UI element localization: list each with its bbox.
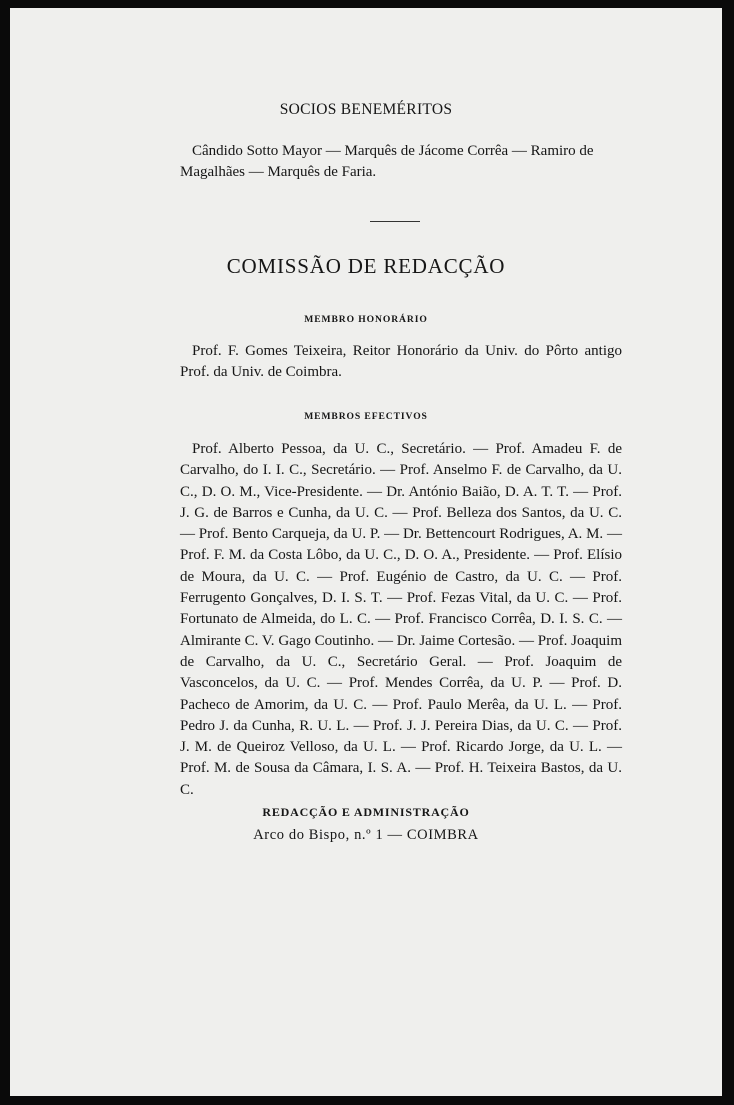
socios-text: Cândido Sotto Mayor — Marquês de Jácome Corrêa — Ramiro de Magalhães — Marquês de Faria. — [180, 143, 594, 180]
membro-honorario-heading: MEMBRO HONORÁRIO — [304, 314, 428, 325]
comissao-title: COMISSÃO DE REDACÇÃO — [226, 254, 506, 278]
socios-heading: SOCIOS BENEMÉRITOS — [279, 101, 453, 118]
membros-efectivos-heading: MEMBROS EFECTIVOS — [304, 411, 428, 422]
document-page — [10, 8, 722, 1096]
address-line: Arco do Bispo, n.º 1 — COIMBRA — [253, 827, 479, 843]
membro-honorario-text: Prof. F. Gomes Teixeira, Reitor Honorário da Univ. do Pôrto antigo Prof. da Univ. de Coimbra. — [180, 343, 622, 380]
membros-efectivos-text: Prof. Alberto Pessoa, da U. C., Secretário. — Prof. Amadeu F. de Carvalho, do I. I. C., Secretário. — Prof. Anselmo F. de Carvalho, da U. C., D. O. M., Vice-Presidente. — Dr. António Baião, D. A. T. T. — Prof. J. G. de Barros e Cunha, da U. C. — Prof. Belleza dos Santos, da U. C. — Prof. Bento Carqueja, da U. P. — Dr. Bettencourt Rodrigues, A. M. — Prof. F. M. da Costa Lôbo, da U. C., D. O. A., Presidente. — Prof. Elísio de Moura, da U. C. — Prof. Eugénio de Castro, da U. C. — Prof. Ferrugento Gonçalves, D. I. S. T. — Prof. Fezas Vital, da U. C. — Prof. Fortunato de Almeida, do L. C. — Prof. Francisco Corrêa, D. I. S. C. — Almirante C. V. Gago Coutinho. — Dr. Jaime Cortesão. — Prof. Joaquim de Carvalho, da U. C., Secretário Geral. — Prof. Joaquim de Vasconcelos, da U. C. — Prof. Mendes Corrêa, da U. P. — Prof. D. Pacheco de Amorim, da U. C. — Prof. Paulo Merêa, da U. L. — Prof. Pedro J. da Cunha, R. U. L. — Prof. J. J. Pereira Dias, da U. C. — Prof. J. M. de Queiroz Velloso, da U. L. — Prof. Ricardo Jorge, da U. L. — Prof. M. de Sousa da Câmara, I. S. A. — Prof. H. Teixeira Bastos, da U. C. — [180, 441, 622, 798]
section-divider — [370, 221, 420, 222]
redaccao-heading: REDACÇÃO E ADMINISTRAÇÃO — [262, 805, 470, 819]
